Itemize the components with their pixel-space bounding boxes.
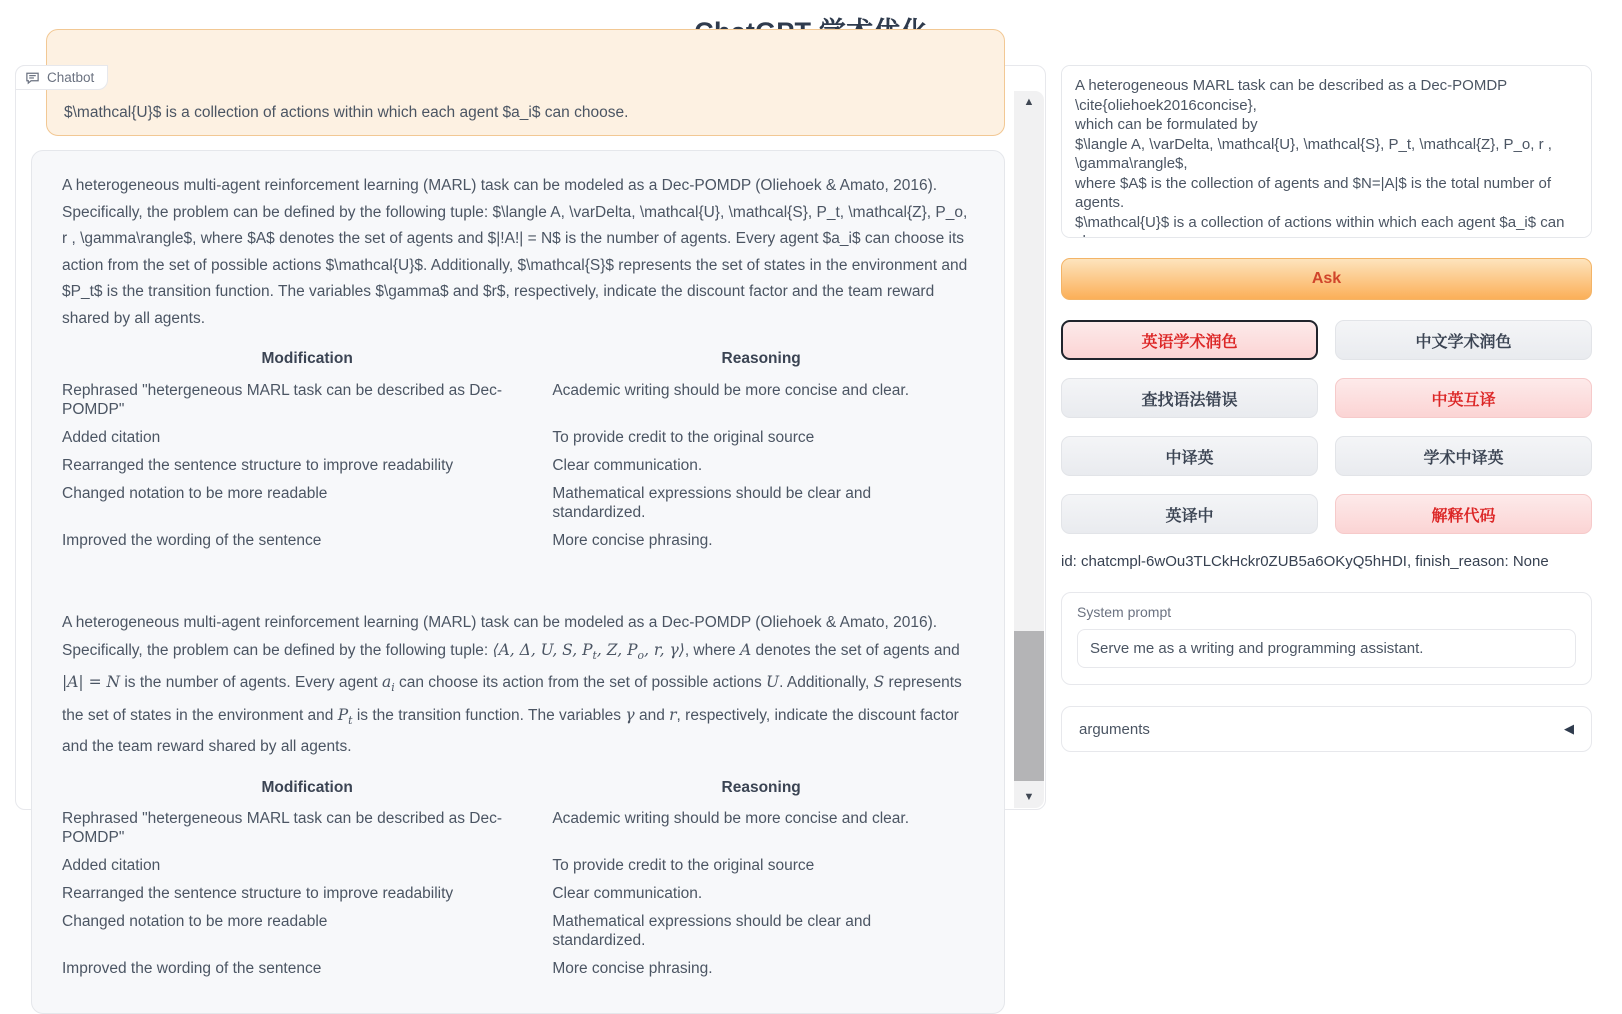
- table-cell: Academic writing should be more concise and clear.: [552, 381, 909, 399]
- table-cell: Improved the wording of the sentence: [62, 960, 322, 978]
- function-button-2[interactable]: 中文学术润色: [1335, 320, 1592, 360]
- scroll-down-icon[interactable]: ▼: [1023, 791, 1035, 803]
- table-cell: Mathematical expressions should be clear and standardized.: [552, 484, 872, 521]
- table-cell: Rephrased "hetergeneous MARL task can be described as Dec-POMDP": [62, 381, 503, 418]
- table-row: [62, 955, 970, 983]
- user-message-text: $\mathcal{U}$ is a collection of actions within which each agent $a_i$ can choose.: [64, 104, 629, 121]
- ask-button[interactable]: Ask: [1061, 258, 1592, 300]
- arguments-accordion-label: arguments: [1079, 720, 1150, 738]
- bot-paragraph-raw: A heterogeneous multi-agent reinforcement learning (MARL) task can be modeled as a Dec-POMDP (Oliehoek & Amato, 2016). Specifically, the problem can be defined by the following tuple: $\langle A, \varDelta, \mathcal{U}, \mathcal{S}, P_t, \mathcal{Z}, P_o, r , \gamma\rangle$, where $A$ denotes the set of agents and $|!A!| = N$ is the number of agents. Every agent $a_i$ can choose its action from the set of possible actions $\mathcal{U}$. Additionally, $\mathcal{S}$ represents the set of states in the environment and $P_t$ is the transition function. The variables $\gamma$ and $r$, respectively, indicate the discount factor and the team reward shared by all agents.: [62, 177, 968, 327]
- collapse-icon[interactable]: ◀: [1564, 721, 1574, 736]
- math-expression: $P_t$: [582, 640, 597, 662]
- function-button-1[interactable]: 英语学术润色: [1061, 320, 1318, 360]
- math-expression: r: [669, 705, 677, 724]
- math-expression: |A| = N: [62, 673, 121, 692]
- table-row: [62, 880, 970, 908]
- table-cell: Clear communication.: [552, 456, 703, 474]
- user-message-bubble: [46, 29, 1005, 136]
- control-panel: [1061, 65, 1607, 752]
- table-cell: Clear communication.: [552, 885, 703, 903]
- function-button-grid: [1061, 320, 1592, 534]
- math-expression: A: [739, 640, 752, 659]
- math-expression: $P_t$: [337, 705, 353, 727]
- system-prompt-label: System prompt: [1077, 604, 1172, 620]
- table-row: [62, 451, 970, 479]
- table-cell: Mathematical expressions should be clear and standardized.: [552, 913, 872, 950]
- function-button-7[interactable]: 英译中: [1061, 494, 1318, 534]
- scroll-up-icon[interactable]: ▲: [1023, 96, 1035, 108]
- table-cell: More concise phrasing.: [552, 531, 713, 549]
- table-row: [62, 479, 970, 526]
- table-row: [62, 526, 970, 554]
- main-layout: [0, 65, 1622, 978]
- chat-bubble-icon: [25, 70, 40, 85]
- chatbot-label-text: Chatbot: [47, 70, 95, 85]
- table-header: Reasoning: [721, 350, 801, 367]
- arguments-accordion[interactable]: [1061, 706, 1592, 752]
- function-button-4[interactable]: 中英互译: [1335, 378, 1592, 418]
- function-button-8[interactable]: 解释代码: [1335, 494, 1592, 534]
- chat-scrollbar[interactable]: [1014, 91, 1044, 808]
- table-cell: Changed notation to be more readable: [62, 913, 328, 931]
- table-cell: More concise phrasing.: [552, 960, 713, 978]
- system-prompt-input[interactable]: [1077, 629, 1576, 668]
- table-cell: Changed notation to be more readable: [62, 484, 328, 502]
- math-expression: γ: [625, 705, 635, 724]
- table-cell: Improved the wording of the sentence: [62, 531, 322, 549]
- table-cell: Added citation: [62, 428, 161, 446]
- modification-reasoning-table: [62, 773, 970, 983]
- function-button-5[interactable]: 中译英: [1061, 436, 1318, 476]
- table-cell: Rephrased "hetergeneous MARL task can be described as Dec-POMDP": [62, 810, 503, 847]
- table-cell: Added citation: [62, 857, 161, 875]
- chatbot-label: [15, 65, 108, 90]
- table-row: [62, 376, 970, 423]
- table-header: Modification: [261, 350, 353, 367]
- table-row: [62, 908, 970, 955]
- math-expression: , Z,: [596, 640, 628, 659]
- chatbot-panel: [15, 65, 1046, 978]
- table-cell: To provide credit to the original source: [552, 428, 815, 446]
- math-expression: U: [766, 673, 780, 692]
- table-cell: Academic writing should be more concise and clear.: [552, 810, 909, 828]
- scrollbar-thumb[interactable]: [1014, 631, 1044, 781]
- input-textarea[interactable]: [1061, 65, 1592, 238]
- bot-paragraph-rendered: A heterogeneous multi-agent reinforcement learning (MARL) task can be modeled as a Dec-POMDP (Oliehoek & Amato, 2016). Specifically, the problem can be defined by the following tuple: ⟨A, Δ, U, S, $P_t$, Z, $P_o$, r, γ⟩, where A denotes the set of agents and |A| = N is the number of agents. Every agent $a_i$ can choose its action from the set of possible actions U. Additionally, S represents the set of states in the environment and $P_t$ is the transition function. The variables γ and r, respectively, indicate the discount factor and the team reward shared by all agents.: [62, 614, 962, 756]
- table-row: [62, 852, 970, 880]
- system-prompt-card: [1061, 592, 1592, 685]
- math-expression: $a_i$: [381, 673, 395, 695]
- function-button-6[interactable]: 学术中译英: [1335, 436, 1592, 476]
- function-button-3[interactable]: 查找语法错误: [1061, 378, 1318, 418]
- table-cell: Rearranged the sentence structure to improve readability: [62, 885, 454, 903]
- math-expression: S: [873, 673, 885, 692]
- table-cell: Rearranged the sentence structure to improve readability: [62, 456, 454, 474]
- table-row: [62, 805, 970, 852]
- modification-reasoning-table: [62, 344, 970, 554]
- math-expression: , r, γ⟩: [644, 640, 685, 659]
- table-row: [62, 423, 970, 451]
- bot-message-bubble: [31, 150, 1005, 1014]
- status-line: id: chatcmpl-6wOu3TLCkHckr0ZUB5a6OKyQ5hHDI, finish_reason: None: [1061, 553, 1549, 570]
- spacer: [62, 554, 970, 610]
- table-header: Reasoning: [721, 778, 801, 796]
- table-cell: To provide credit to the original source: [552, 857, 815, 875]
- math-expression: $P_o$: [627, 640, 645, 662]
- chat-message-list: [17, 91, 1005, 978]
- table-header: Modification: [261, 778, 353, 796]
- math-expression: ⟨A, Δ, U, S,: [492, 640, 583, 659]
